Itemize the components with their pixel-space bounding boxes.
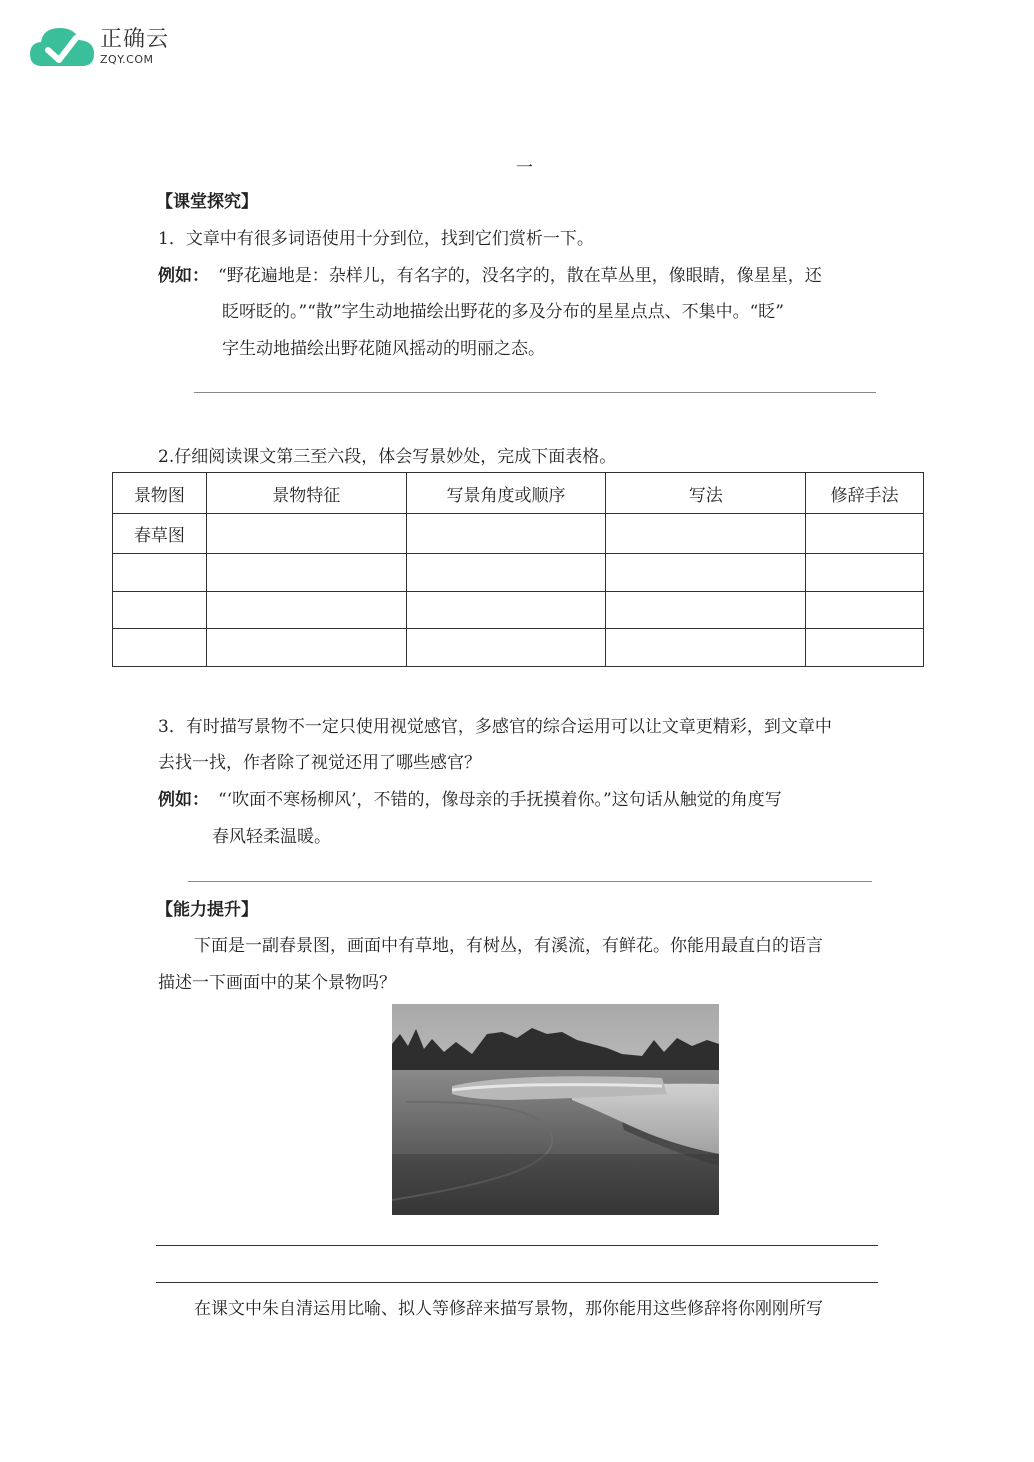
table-cell[interactable]	[113, 592, 207, 629]
example-line: “‘吹面不寒杨柳风’，不错的，像母亲的手抚摸着你。”这句话从触觉的角度写	[218, 790, 782, 810]
logo-brand-cn: 正确云	[100, 27, 170, 52]
ability-paragraph-line: 描述一下画面中的某个景物吗？	[158, 973, 396, 993]
example-label: 例如：	[158, 790, 209, 810]
table-header-cell: 修辞手法	[806, 473, 924, 514]
question-3-line: 去找一找，作者除了视觉还用了哪些感官？	[158, 753, 481, 773]
example-line: 春风轻柔温暖。	[212, 827, 331, 847]
question-1: 1．文章中有很多词语使用十分到位，找到它们赏析一下。	[158, 229, 594, 249]
table-cell[interactable]	[206, 514, 406, 554]
logo-brand-en: ZQY.COM	[100, 53, 154, 66]
table-cell[interactable]	[406, 592, 606, 629]
answer-line	[156, 1282, 878, 1283]
scenery-table	[112, 472, 924, 667]
table-cell[interactable]	[406, 629, 606, 667]
answer-line	[194, 392, 876, 393]
answer-line	[156, 1245, 878, 1246]
page-marker: 一	[516, 158, 533, 178]
table-header-cell: 景物图	[113, 473, 207, 514]
table-header-cell: 写景角度或顺序	[406, 473, 606, 514]
table-header-cell: 景物特征	[206, 473, 406, 514]
table-cell[interactable]	[113, 554, 207, 592]
example-line: 眨呀眨的。”“散”字生动地描绘出野花的多及分布的星星点点、不集中。“眨”	[222, 302, 784, 322]
ability-paragraph-line: 在课文中朱自清运用比喻、拟人等修辞来描写景物，那你能用这些修辞将你刚刚所写	[194, 1299, 823, 1319]
example-line: “野花遍地是：杂样儿，有名字的，没名字的，散在草丛里，像眼睛，像星星，还	[218, 266, 822, 286]
table-cell[interactable]	[406, 514, 606, 554]
section-heading-ability: 【能力提升】	[156, 900, 258, 920]
table-row	[113, 514, 924, 554]
table-cell[interactable]	[606, 592, 806, 629]
example-line: 字生动地描绘出野花随风摇动的明丽之态。	[222, 339, 545, 359]
landscape-photo	[392, 1004, 719, 1215]
table-row	[113, 629, 924, 667]
table-cell[interactable]	[806, 514, 924, 554]
table-row	[113, 554, 924, 592]
logo-text	[100, 28, 169, 66]
table-cell[interactable]	[806, 629, 924, 667]
section-heading-classroom: 【课堂探究】	[156, 192, 258, 212]
table-header-cell: 写法	[606, 473, 806, 514]
table-cell[interactable]	[113, 629, 207, 667]
table-cell[interactable]	[206, 592, 406, 629]
question-2: 2.仔细阅读课文第三至六段，体会写景妙处，完成下面表格。	[158, 447, 617, 467]
answer-line	[188, 881, 872, 882]
table-cell[interactable]	[806, 592, 924, 629]
table-cell[interactable]	[206, 629, 406, 667]
table-header-row	[113, 473, 924, 514]
example-label: 例如：	[158, 266, 209, 286]
table-cell[interactable]	[206, 554, 406, 592]
table-cell[interactable]	[606, 554, 806, 592]
table-cell[interactable]: 春草图	[113, 514, 207, 554]
table-cell[interactable]	[406, 554, 606, 592]
ability-paragraph-line: 下面是一副春景图，画面中有草地，有树丛，有溪流，有鲜花。你能用最直白的语言	[194, 936, 823, 956]
question-3-line: 3．有时描写景物不一定只使用视觉感官，多感官的综合运用可以让文章更精彩，到文章中	[158, 717, 832, 737]
table-cell[interactable]	[806, 554, 924, 592]
table-cell[interactable]	[606, 514, 806, 554]
table-cell[interactable]	[606, 629, 806, 667]
table-row	[113, 592, 924, 629]
